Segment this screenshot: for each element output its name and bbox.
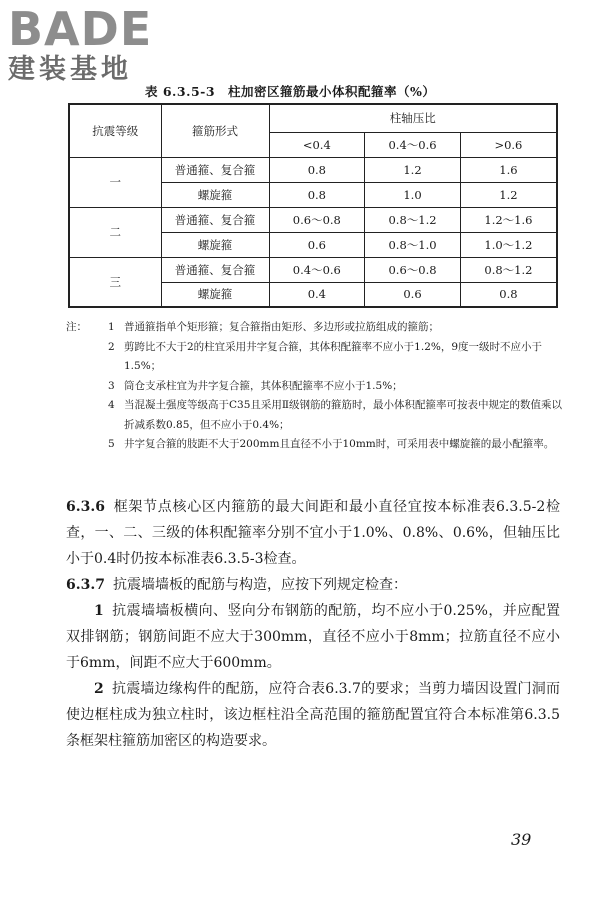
form-cell: 螺旋箍 — [161, 282, 269, 307]
value-cell: 1.2～1.6 — [460, 207, 557, 232]
grade-cell: 一 — [69, 157, 161, 207]
value-cell: 0.4～0.6 — [269, 257, 365, 282]
brand-logo — [8, 4, 178, 86]
value-cell: 0.8 — [269, 182, 365, 207]
value-cell: 0.8～1.2 — [365, 207, 461, 232]
logo-text-en: BADE — [8, 2, 153, 56]
header-col: 0.4～0.6 — [365, 132, 461, 157]
stirrup-ratio-table — [68, 103, 558, 308]
form-cell: 普通箍、复合箍 — [161, 157, 269, 182]
table-title: 表 6.3.5-3 柱加密区箍筋最小体积配箍率（%） — [145, 84, 436, 99]
value-cell: 0.8～1.2 — [460, 257, 557, 282]
form-cell: 螺旋箍 — [161, 182, 269, 207]
value-cell: 0.8 — [269, 157, 365, 182]
note-item — [66, 435, 566, 455]
note-prefix: 注： — [66, 321, 87, 333]
table-row — [69, 157, 557, 182]
note-text: 井字复合箍的肢距不大于200mm且直径不小于10mm时，可采用表中螺旋箍的最小配箍率。 — [124, 438, 555, 450]
logo-text-cn: 建装基地 — [8, 54, 132, 85]
clause-item-2 — [66, 676, 560, 754]
note-number: 1 — [108, 321, 115, 333]
grade-cell: 三 — [69, 257, 161, 307]
table-header-row — [69, 104, 557, 132]
clause-item-1 — [66, 598, 560, 676]
note-number: 5 — [108, 438, 115, 450]
note-text: 剪跨比不大于2的柱宜采用井字复合箍，其体积配箍率不应小于1.2%，9度一级时不应小于1.5%； — [124, 340, 543, 372]
value-cell: 1.2 — [365, 157, 461, 182]
value-cell: 0.6 — [365, 282, 461, 307]
value-cell: 0.6～0.8 — [269, 207, 365, 232]
form-cell: 普通箍、复合箍 — [161, 257, 269, 282]
header-ratio: 柱轴压比 — [269, 104, 557, 132]
note-text: 普通箍指单个矩形箍；复合箍指由矩形、多边形或拉筋组成的箍筋； — [124, 321, 439, 333]
value-cell: 0.8 — [460, 282, 557, 307]
header-col: >0.6 — [460, 132, 557, 157]
value-cell: 0.4 — [269, 282, 365, 307]
clause-number: 1 — [94, 603, 104, 619]
value-cell: 1.6 — [460, 157, 557, 182]
note-text: 筒仓支承柱宜为井字复合箍，其体积配箍率不应小于1.5%； — [124, 379, 403, 392]
section-6-3-6 — [66, 494, 560, 572]
form-cell: 螺旋箍 — [161, 232, 269, 257]
section-text: 框架节点核心区内箍筋的最大间距和最小直径宜按本标准表6.3.5-2检查，一、二、三级的体积配箍率分别不宜小于1.0%、0.8%、0.6%，但轴压比小于0.4时仍按本标准表6.3.5-3检查。 — [66, 499, 560, 567]
header-form: 箍筋形式 — [161, 104, 269, 157]
clause-text: 抗震墙边缘构件的配筋，应符合表6.3.7的要求；当剪力墙因设置门洞而使边框柱成为独立柱时，该边框柱沿全高范围的箍筋配置宜符合本标准第6.3.5条框架柱箍筋加密区的构造要求。 — [66, 681, 560, 749]
note-number: 3 — [108, 379, 115, 392]
section-6-3-7 — [66, 572, 560, 598]
grade-cell: 二 — [69, 207, 161, 257]
note-item — [66, 318, 566, 338]
section-number: 6.3.6 — [66, 499, 105, 515]
note-number: 4 — [108, 399, 115, 411]
value-cell: 0.8～1.0 — [365, 232, 461, 257]
note-item — [66, 338, 566, 377]
section-number: 6.3.7 — [66, 577, 105, 593]
value-cell: 0.6～0.8 — [365, 257, 461, 282]
header-col: <0.4 — [269, 132, 365, 157]
note-item — [66, 396, 566, 435]
value-cell: 1.0 — [365, 182, 461, 207]
clause-number: 2 — [94, 681, 104, 697]
note-number: 2 — [108, 340, 115, 353]
header-grade: 抗震等级 — [69, 104, 161, 157]
clause-text: 抗震墙墙板横向、竖向分布钢筋的配筋，均不应小于0.25%，并应配置双排钢筋；钢筋间距不应大于300mm，直径不应小于8mm；拉筋直径不应小于6mm，间距不应大于600mm。 — [66, 603, 560, 671]
page-number: 39 — [511, 830, 532, 849]
body-text — [66, 494, 560, 754]
value-cell: 1.2 — [460, 182, 557, 207]
table-row — [69, 207, 557, 232]
table-notes — [66, 318, 566, 455]
table-row — [69, 257, 557, 282]
value-cell: 0.6 — [269, 232, 365, 257]
note-item — [66, 377, 566, 397]
note-text: 当混凝土强度等级高于C35且采用Ⅱ级钢筋的箍筋时，最小体积配箍率可按表中规定的数值乘以折减系数0.85，但不应小于0.4%； — [124, 399, 563, 431]
form-cell: 普通箍、复合箍 — [161, 207, 269, 232]
section-text: 抗震墙墙板的配筋与构造，应按下列规定检查： — [112, 577, 407, 593]
value-cell: 1.0～1.2 — [460, 232, 557, 257]
